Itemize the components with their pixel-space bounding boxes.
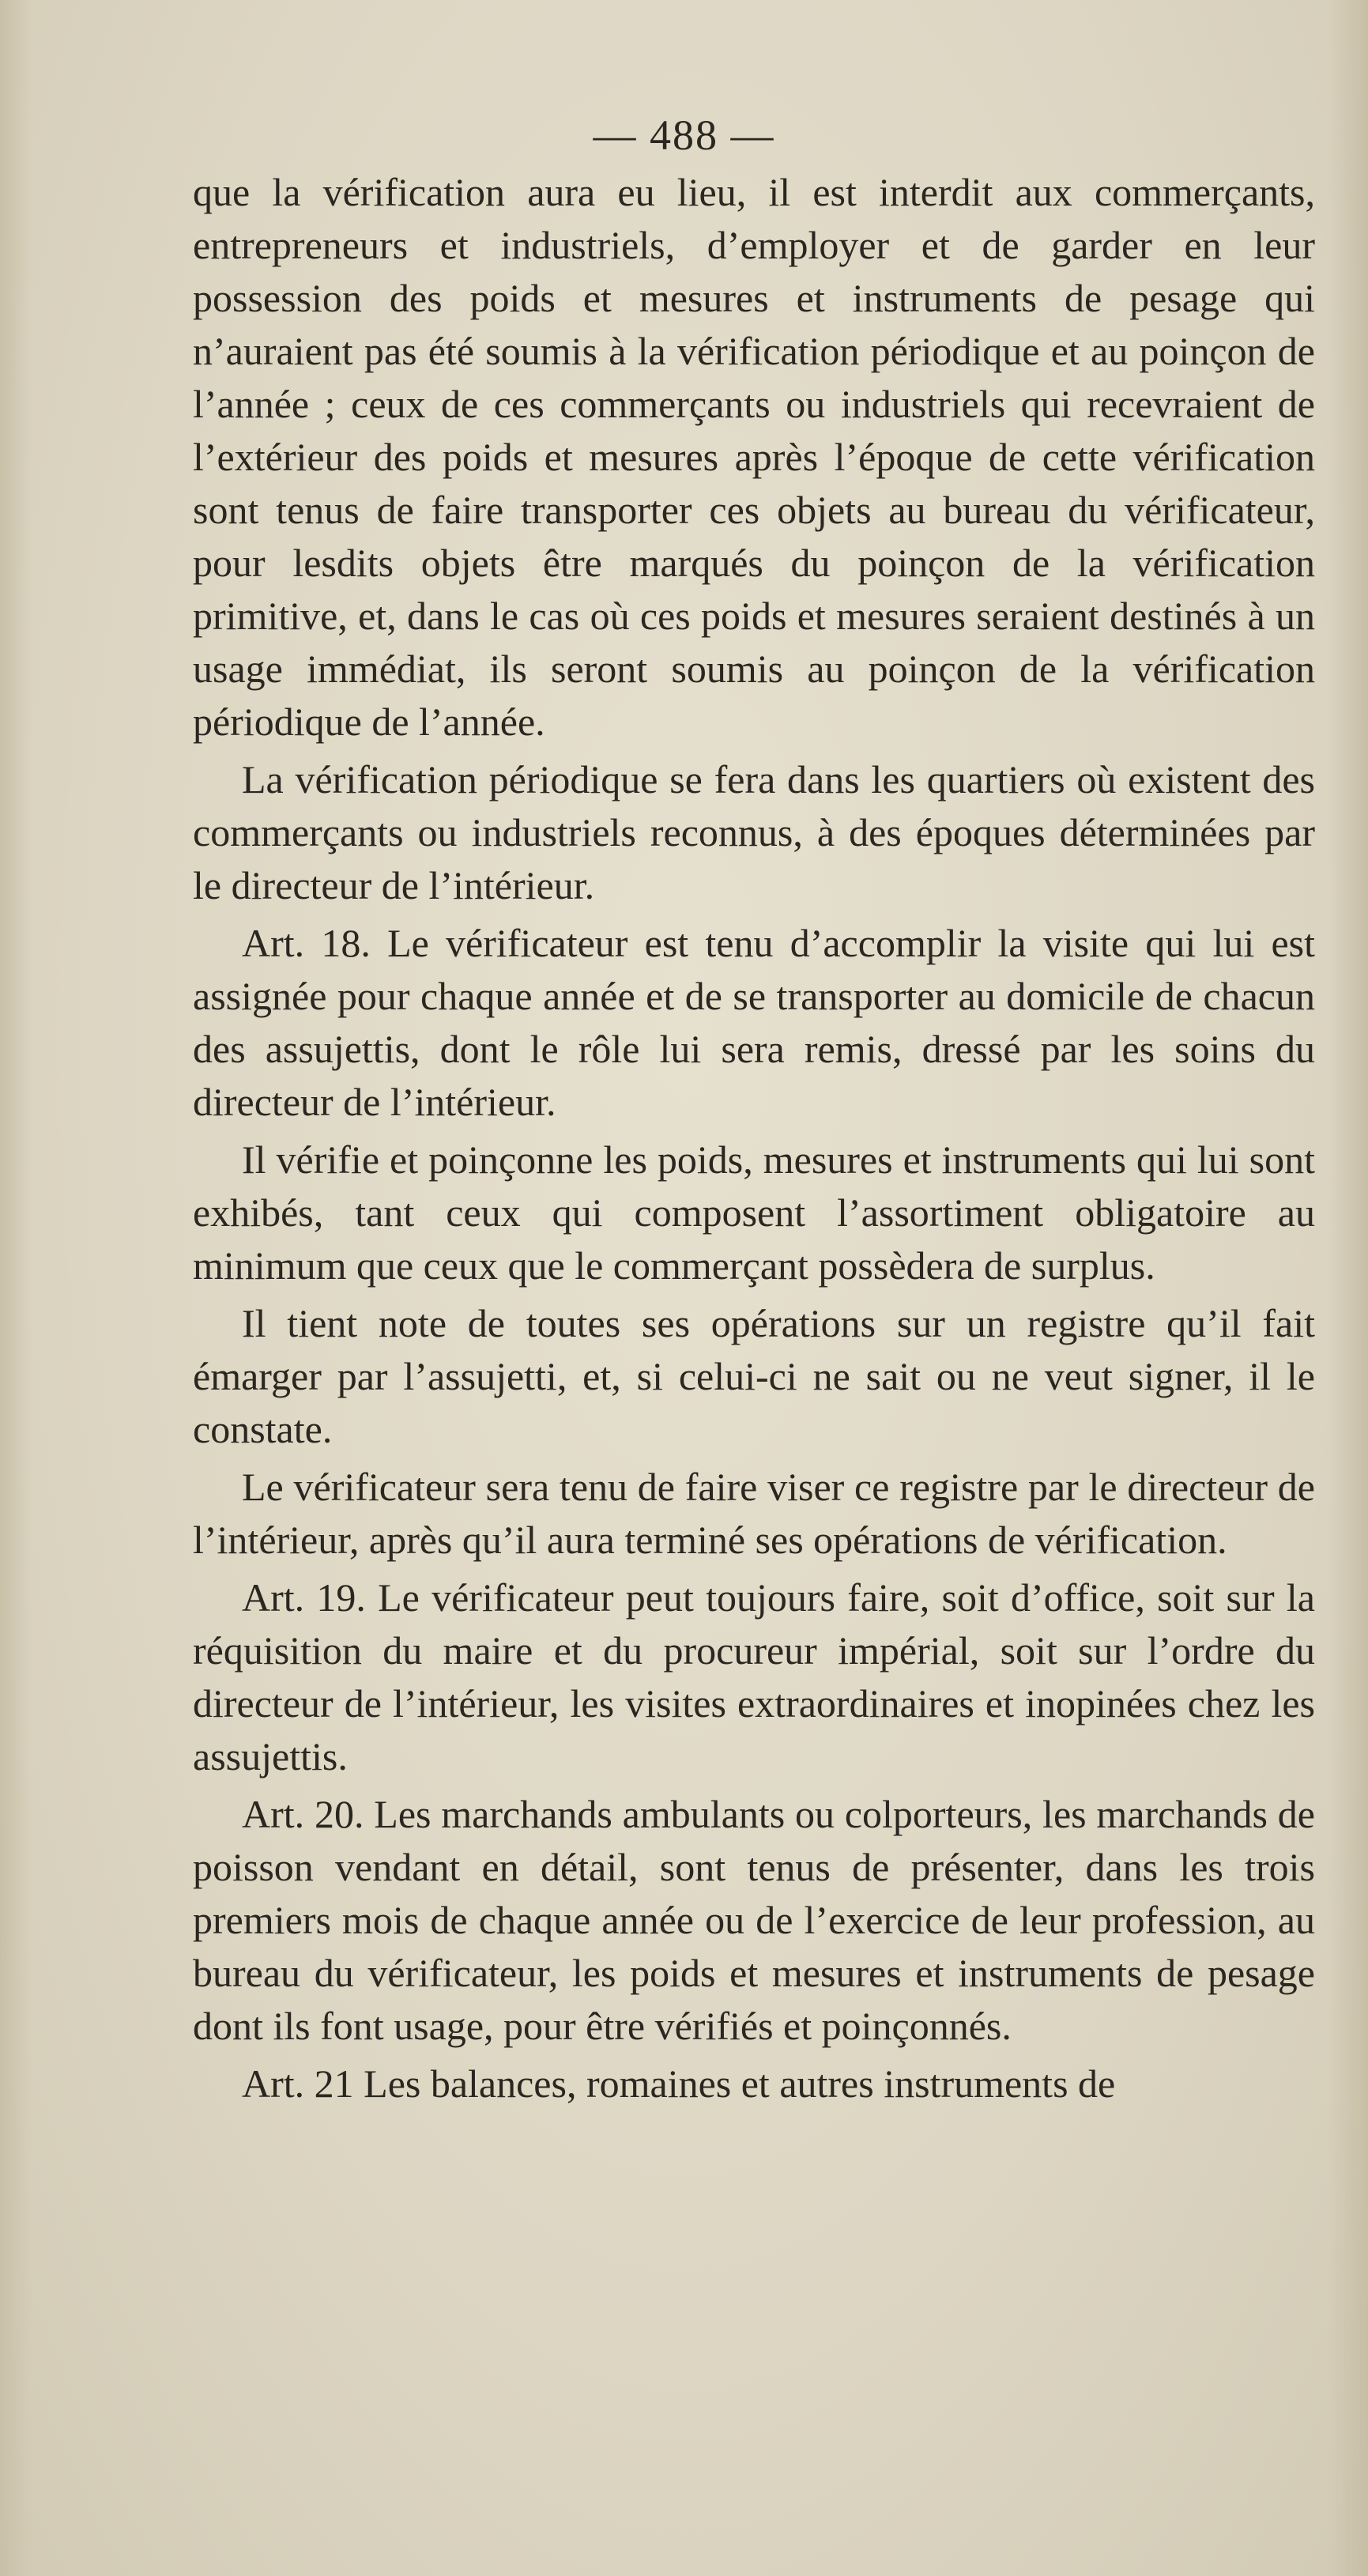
paragraph-verification-periodique: La vérification périodique se fera dans les quartiers où existent des commerçants ou industriels reconnus, à des époques déterminées par le directeur de l’intérieur. (193, 757, 1315, 907)
paragraph-article-19: Art. 19. Le vérificateur peut toujours faire, soit d’office, soit sur la réquisition du maire et du procureur impérial, soit sur l’ordre du directeur de l’intérieur, les visites extraordinaires et inopinées chez les assujettis. (193, 1575, 1315, 1778)
paragraph-continuation: que la vérification aura eu lieu, il est interdit aux commerçants, entrepreneurs et industriels, d’employer et de garder en leur possession des poids et mesures et instruments de pesage qui n’auraient pas été soumis à la vérification périodique et au poinçon de l’année ; ceux de ces commerçants ou industriels qui recevraient de l’extérieur des poids et mesures après l’époque de cette vérification sont tenus de faire transporter ces objets au bureau du vérificateur, pour lesdits objets être marqués du poinçon de la vérification primitive, et, dans le cas où ces poids et mesures seraient destinés à un usage immédiat, ils seront soumis au poinçon de la vérification périodique de l’année. (193, 170, 1315, 744)
page-number: — 488 — (593, 111, 775, 159)
page-gutter-shadow (0, 0, 32, 2576)
page-edge-shadow (1328, 0, 1368, 2576)
paragraph-registre: Il tient note de toutes ses opérations sur un registre qu’il fait émarger par l’assujetti, et, si celui-ci ne sait ou ne veut signer, il le constate. (193, 1301, 1315, 1451)
paragraph-article-18: Art. 18. Le vérificateur est tenu d’accomplir la visite qui lui est assignée pour chaque année et de se transporter au domicile de chacun des assujettis, dont le rôle lui sera remis, dressé par les soins du directeur de l’intérieur. (193, 921, 1315, 1124)
paragraph-article-21: Art. 21 Les balances, romaines et autres instruments de (242, 2061, 1116, 2106)
paragraph-verifie-poinconne: Il vérifie et poinçonne les poids, mesures et instruments qui lui sont exhibés, tant ceux qui composent l’assortiment obligatoire au minimum que ceux que le commerçant possèdera de surplus. (193, 1137, 1315, 1288)
paragraph-viser-registre: Le vérificateur sera tenu de faire viser ce registre par le directeur de l’intérieur, après qu’il aura terminé ses opérations de vérification. (193, 1465, 1315, 1562)
paragraph-article-20: Art. 20. Les marchands ambulants ou colporteurs, les marchands de poisson vendant en détail, sont tenus de présenter, dans les trois premiers mois de chaque année ou de l’exercice de leur profession, au bureau du vérificateur, les poids et mesures et instruments de pesage dont ils font usage, pour être vérifiés et poinçonnés. (193, 1792, 1315, 2048)
page-body-text (193, 166, 1315, 2115)
